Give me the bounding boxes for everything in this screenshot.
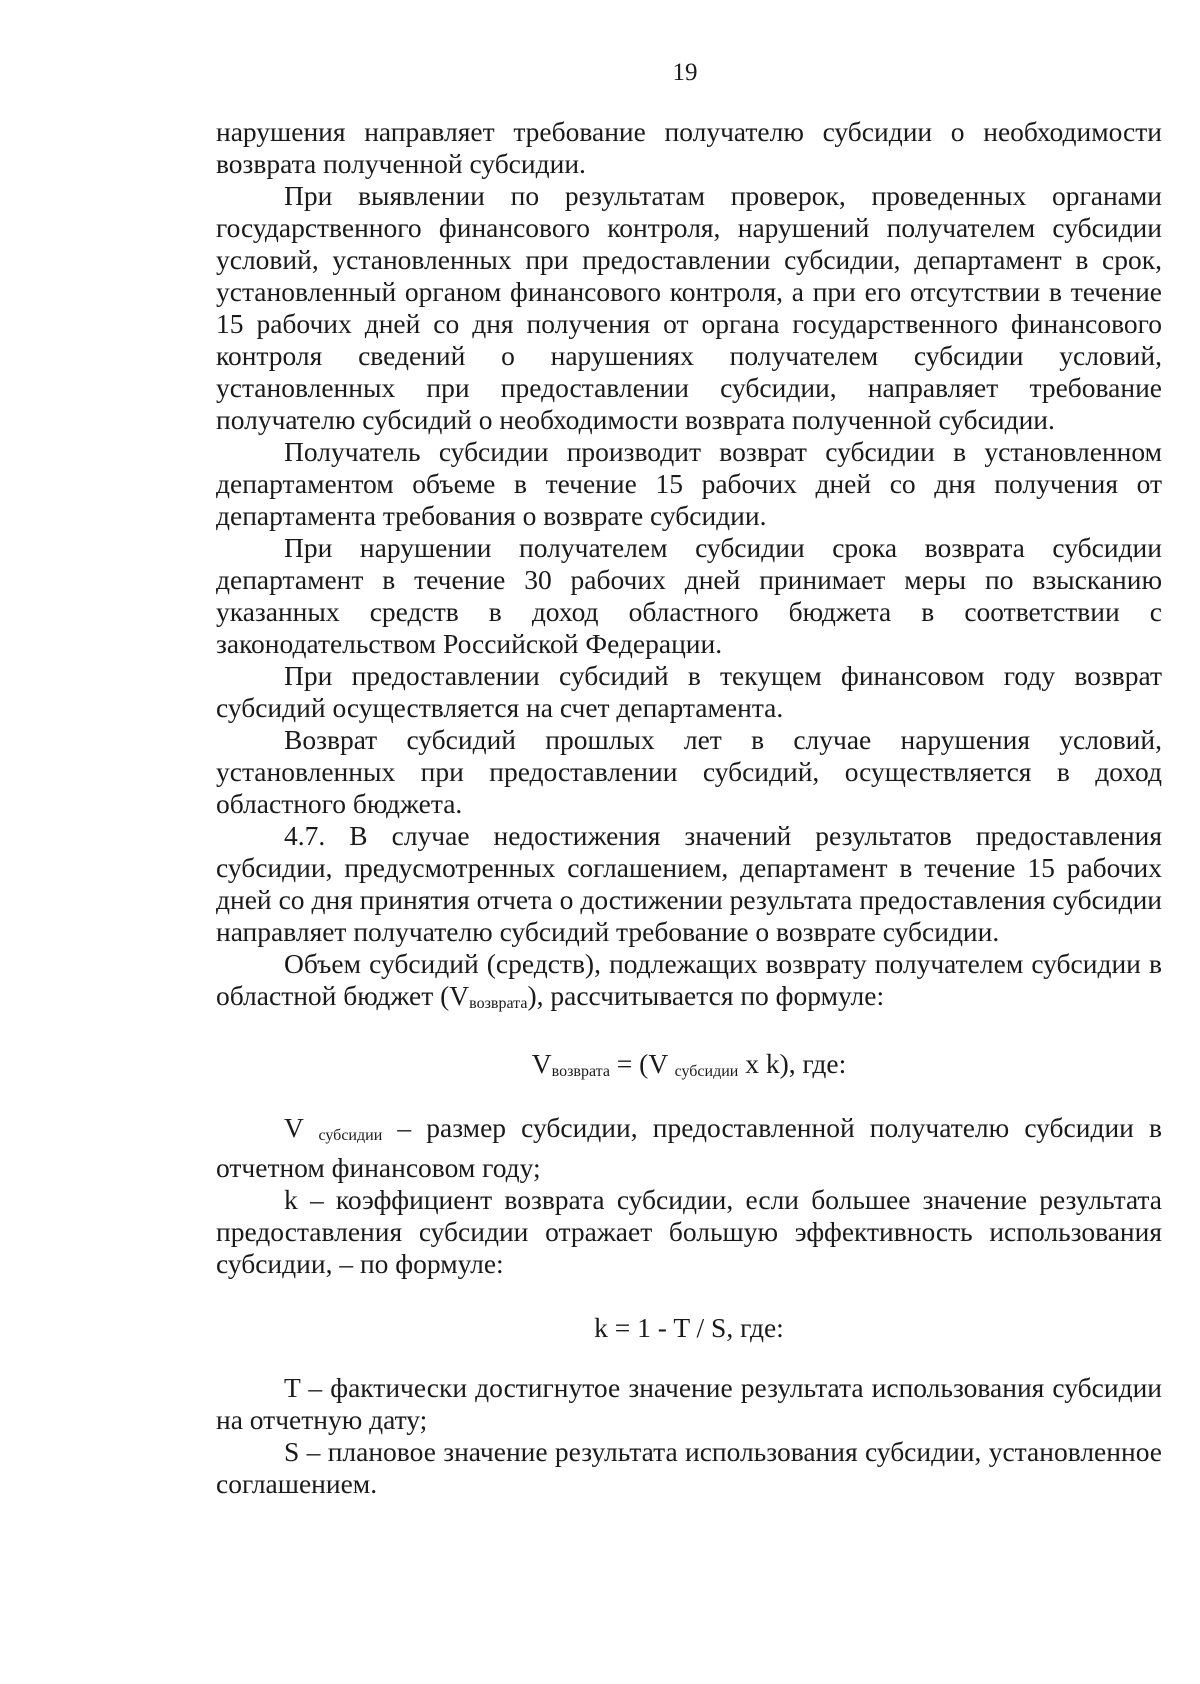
subscript: субсидии bbox=[318, 1127, 383, 1144]
subscript: возврата bbox=[551, 1063, 610, 1080]
subscript: субсидии bbox=[674, 1063, 739, 1080]
document-body bbox=[216, 116, 1162, 1500]
formula-text: x k), где: bbox=[738, 1048, 847, 1079]
definition: S – плановое значение результата использования субсидии, установленное соглашением. bbox=[216, 1436, 1162, 1499]
paragraph: Возврат субсидий прошлых лет в случае нарушения условий, установленных при предоставлении субсидий, осуществляется в доход областного бюджета. bbox=[216, 724, 1162, 819]
paragraph bbox=[216, 948, 1162, 1020]
formula-symbol: V bbox=[284, 1112, 319, 1143]
formula-text: = (V bbox=[609, 1048, 675, 1079]
paragraph: Получатель субсидии производит возврат субсидии в установленном департаментом объеме в течение 15 рабочих дней со дня получения от департамента требования о возврате субсидии. bbox=[216, 436, 1162, 531]
paragraph: При выявлении по результатам проверок, проведенных органами государственного финансового контроля, нарушений получателем субсидии условий, установленных при предоставлении субсидии, департамент в срок, установленный органом финансового контроля, а при его отсутствии в течение 15 рабочих дней со дня получения от органа государственного финансового контроля сведений о нарушениях получателем субсидии условий, установленных при предоставлении субсидии, направляет требование получателю субсидий о необходимости возврата полученной субсидии. bbox=[216, 180, 1162, 435]
page-number: 19 bbox=[672, 59, 698, 86]
definition-text: – размер субсидии, предоставленной получателю субсидии в отчетном финансовом году; bbox=[216, 1112, 1162, 1183]
paragraph: 4.7. В случае недостижения значений результатов предоставления субсидии, предусмотренных соглашением, департамент в течение 15 рабочих дней со дня принятия отчета о достижении результата предоставления субсидии направляет получателю субсидий требование о возврате субсидии. bbox=[216, 820, 1162, 947]
formula-symbol: V bbox=[531, 1048, 552, 1079]
paragraph: При нарушении получателем субсидии срока возврата субсидии департамент в течение 30 рабочих дней принимает меры по взысканию указанных средств в доход областного бюджета в соответствии с законодательством Российской Федерации. bbox=[216, 532, 1162, 659]
subscript: возврата bbox=[469, 995, 528, 1012]
definition: T – фактически достигнутое значение результата использования субсидии на отчетную дату; bbox=[216, 1372, 1162, 1435]
coefficient-formula: k = 1 - T / S, где: bbox=[594, 1312, 784, 1343]
definition: k – коэффициент возврата субсидии, если большее значение результата предоставления субсидии отражает большую эффективность использования субсидии, – по формуле: bbox=[216, 1184, 1162, 1279]
definition bbox=[216, 1112, 1162, 1184]
paragraph-text: Объем субсидий (средств), подлежащих возврату получателем субсидии в областной бюджет (V bbox=[216, 948, 1162, 1011]
paragraph: При предоставлении субсидий в текущем финансовом году возврат субсидий осуществляется на счет департамента. bbox=[216, 660, 1162, 723]
paragraph: нарушения направляет требование получателю субсидии о необходимости возврата полученной субсидии. bbox=[216, 116, 1162, 179]
paragraph-text: ), рассчитывается по формуле: bbox=[527, 980, 885, 1011]
return-volume-formula bbox=[216, 1048, 1162, 1088]
